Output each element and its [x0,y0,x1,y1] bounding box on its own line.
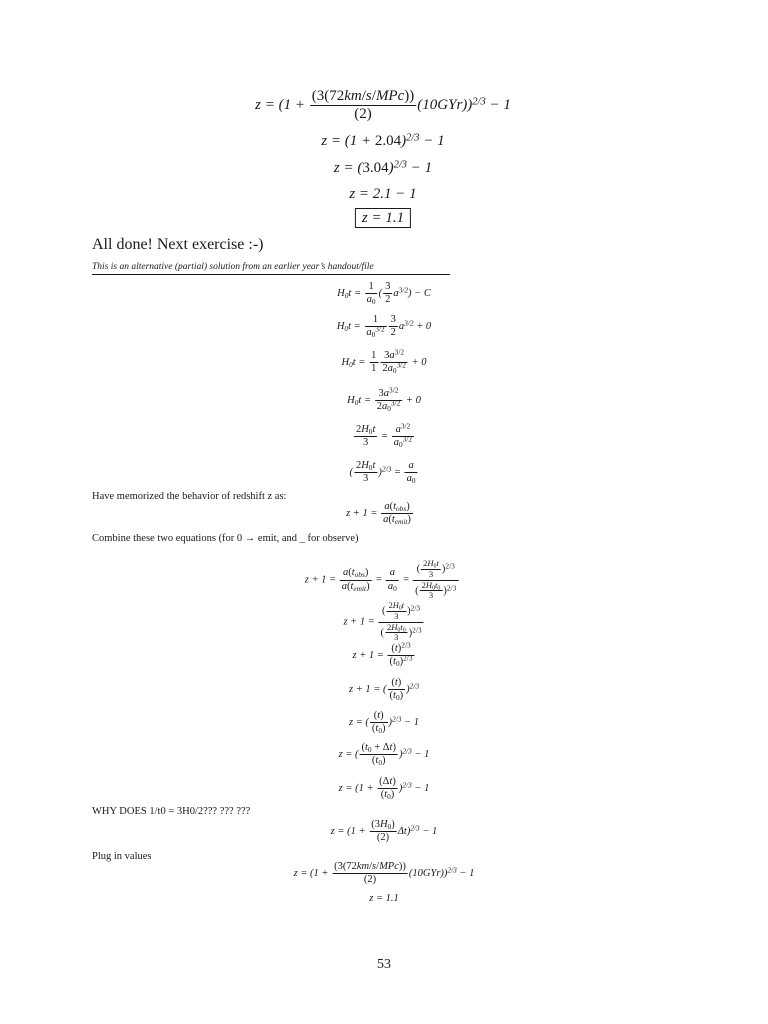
done-text: All done! Next exercise :-) [92,236,264,253]
combine-4: z + 1 = ( $\frac{(t)}{(t_0)}$ )$^{2/3}$ [349,677,419,702]
equation-top-1: z = (1 + $\frac{\text{(3(72km/s/MPc))}}{(2)}$ (10GYr))$^{2/3}$ − 1 [255,88,511,123]
deriv-2: $H_0t$ = $\frac{1}{a_0^{3/2}}$ $\frac{3}{2}$ $a^{3/2} + 0$ [336,314,432,339]
deriv-4: $H_0t$ = $\frac{3a^{3/2}}{2a_0^{3/2}}$ + 0 [347,385,421,413]
combine-text: Combine these two equations (for 0 → emit, and _ for observe) [92,533,359,544]
memorized-text: Have memorized the behavior of redshift z as: [92,491,287,502]
combine-3: z + 1 = $\frac{(t)^{2/3}}{(t_0)^{2/3}}$ [352,640,413,668]
equation-top-2: $z = (1 + 2.04)^{2/3} - 1$ [321,132,445,149]
boxed-result [355,210,411,227]
plug-text: Plug in values [92,851,152,862]
equation-top-3: $z = (3.04)^{2/3} - 1$ [333,159,433,176]
alt-heading: This is an alternative (partial) solution from an earlier year’s handout/file [92,262,450,275]
final-eq: z = 1.1 [369,893,399,904]
combine-2: z + 1 = ( $\frac{2H_0t}{3}$ )$^{2/3}$ ( $\frac{2H_0t_0}{3}$ )$^{2/3}$ [343,600,422,643]
deriv-1: $H_0t$ = $\frac{1}{a_0}$ ( $\frac{3}{2}$ $a^{3/2}) - C$ [337,281,431,306]
combine-7: z = (1 + $\frac{(\Delta t)}{(t_0)}$ )$^{2/3}$ − 1 [338,776,430,801]
equation-top-4: z = 2.1 − 1 [349,186,417,202]
why-text: WHY DOES 1/t0 = 3H0/2??? ??? ??? [92,806,251,817]
why-eq: z = (1 + $\frac{(3H_0)}{(2)}$ Δt)$^{2/3}$ − 1 [330,819,438,844]
deriv-3: $H_0t$ = $\frac{1}{1}$ $\frac{3a^{3/2}}{2a_0^{3/2}}$ + 0 [341,347,427,375]
deriv-6: ( $\frac{2H_0t}{3}$ )$^{2/3}$ = $\frac{a}{a_0}$ [349,460,416,485]
boxed-result-text: z = 1.1 [355,208,411,228]
plug-eq: z = (1 + $\frac{\text{(3(72km/s/MPc))}}{(2)}$ (10GYr))$^{2/3}$ − 1 [293,861,475,886]
deriv-5: $\frac{2H_0t}{3}$ = $\frac{a^{3/2}}{a_0^{3/2}}$ [355,421,413,449]
combine-6: z = ( $\frac{(t_0 + \Delta t)}{(t_0)}$ )$^{2/3}$ − 1 [338,742,430,767]
combine-5: z = ( $\frac{(t)}{(t_0)}$ )$^{2/3}$ − 1 [349,710,419,735]
redshift-eq: z + 1 = $\frac{a(t_{obs})}{a(t_{emit})}$ [346,501,411,526]
combine-1: z + 1 = $\frac{a(t_{obs})}{a(t_{emit})}$ = $\frac{a}{a_0}$ = ( $\frac{2H_0t}{3}$ )$^{2/3}$ ( $\frac{2H_0t_0}{3}$ )$^{2/3}$ [304,558,457,601]
page-number: 53 [377,957,391,972]
